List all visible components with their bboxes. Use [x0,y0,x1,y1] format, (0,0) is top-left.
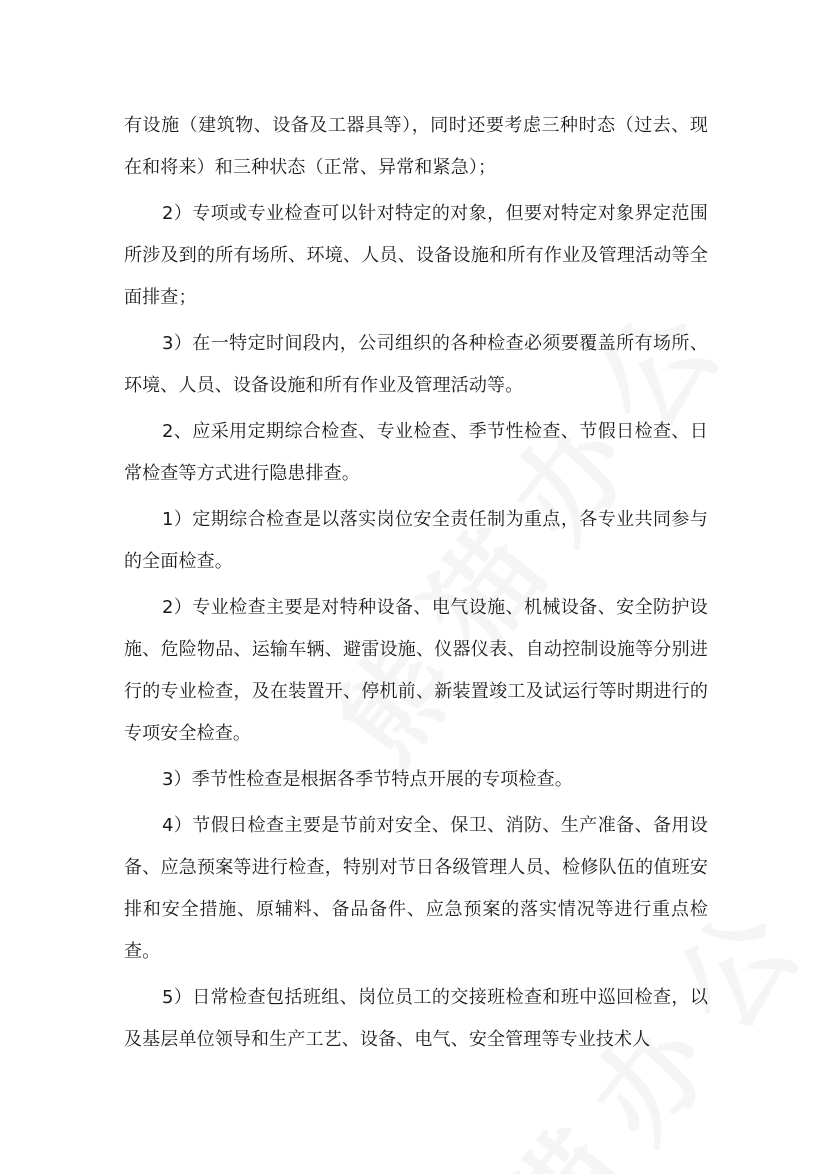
paragraph-item-1-periodic-check: 1）定期综合检查是以落实岗位安全责任制为重点，各专业共同参与的全面检查。 [124,509,708,572]
paragraph-item-4-holiday-check: 4）节假日检查主要是节前对安全、保卫、消防、生产准备、备用设备、应急预案等进行检查，特别对节日各级管理人员、检修队伍的值班安排和安全措施、原辅料、备品备件、应急预案的落实情况等进行重点检查。 [124,815,708,962]
paragraph-item-5-daily-check: 5）日常检查包括班组、岗位员工的交接班检查和班中巡回检查，以及基层单位领导和生产工艺、设备、电气、安全管理等专业技术人 [124,987,708,1050]
paragraph-continuation: 有设施（建筑物、设备及工器具等），同时还要考虑三种时态（过去、现在和将来）和三种状态（正常、异常和紧急）； [124,115,708,178]
paragraph-item-3-seasonal-check: 3）季节性检查是根据各季节特点开展的专项检查。 [162,769,573,790]
paragraph-section-2-methods: 2、应采用定期综合检查、专业检查、季节性检查、节假日检查、日常检查等方式进行隐患排查。 [124,421,708,484]
document-body [124,105,708,1061]
paragraph-item-2-special-check: 2）专项或专业检查可以针对特定的对象，但要对特定对象界定范围所涉及到的所有场所、环境、人员、设备设施和所有作业及管理活动等全面排查； [124,203,708,308]
paragraph-item-3-coverage: 3）在一特定时间段内，公司组织的各种检查必须要覆盖所有场所、环境、人员、设备设施和所有作业及管理活动等。 [124,333,708,396]
paragraph-item-2-professional-check: 2）专业检查主要是对特种设备、电气设施、机械设备、安全防护设施、危险物品、运输车辆、避雷设施、仪器仪表、自动控制设施等分别进行的专业检查，及在装置开、停机前、新装置竣工及试运行等时期进行的专项安全检查。 [124,597,708,744]
